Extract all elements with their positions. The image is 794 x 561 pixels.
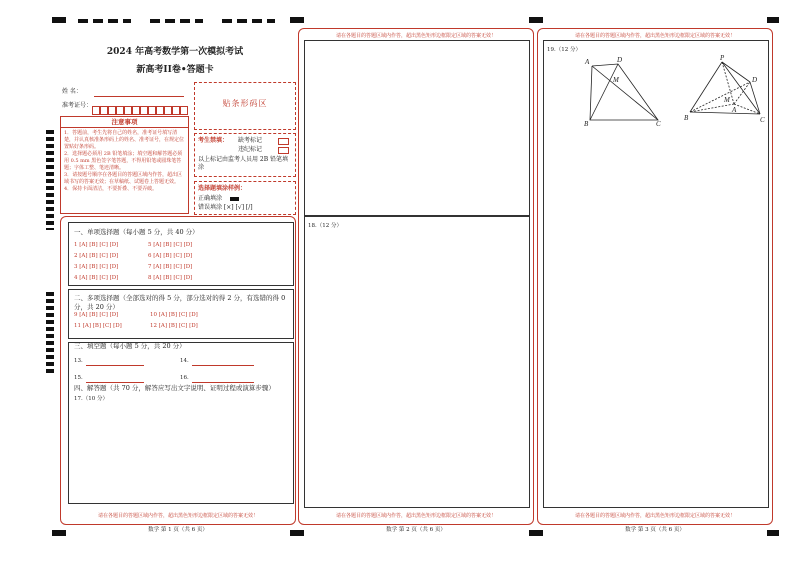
fill-wrong-label: 错误填涂 [×] [√] [/] bbox=[198, 204, 253, 211]
page-number: 数学 第 1 页（共 6 页） bbox=[148, 527, 208, 533]
geometry-figure-quadrilateral bbox=[580, 52, 664, 128]
timing-mark bbox=[180, 19, 190, 23]
card-subtitle: 新高考II卷•答题卡 bbox=[136, 65, 214, 75]
notice-title: 注意事项 bbox=[61, 117, 188, 128]
label-B: B bbox=[684, 114, 689, 122]
label-B: B bbox=[584, 120, 589, 128]
timing-mark bbox=[767, 17, 779, 23]
timing-mark bbox=[52, 17, 66, 23]
answer-row[interactable]: 1 [A] [B] [C] [D] bbox=[74, 242, 119, 248]
exam-status-note: 以上标记由监考人员用 2B 铅笔填涂 bbox=[198, 156, 289, 171]
absent-checkbox[interactable] bbox=[278, 138, 289, 145]
answer-row[interactable]: 7 [A] [B] [C] [D] bbox=[148, 264, 193, 270]
timing-mark bbox=[93, 19, 103, 23]
section2-title: 二、多项选择题（全部选对的得 5 分，部分选对的得 2 分，有选错的得 0 分，共 20 分） bbox=[74, 294, 286, 311]
answer-row[interactable]: 9 [A] [B] [C] [D] bbox=[74, 312, 119, 318]
label-C: C bbox=[656, 120, 661, 128]
violation-checkbox[interactable] bbox=[278, 147, 289, 154]
answer-row[interactable]: 2 [A] [B] [C] [D] bbox=[74, 253, 119, 259]
label-A: A bbox=[585, 58, 590, 66]
section34-box bbox=[68, 342, 294, 504]
timing-mark bbox=[150, 19, 160, 23]
answer-row[interactable]: 10 [A] [B] [C] [D] bbox=[150, 312, 198, 318]
timing-mark bbox=[290, 17, 304, 23]
answer-row[interactable]: 11 [A] [B] [C] [D] bbox=[74, 323, 122, 329]
label-D: D bbox=[752, 76, 758, 84]
id-field[interactable] bbox=[92, 100, 188, 110]
side-timing-marks-top bbox=[46, 130, 54, 230]
answer-row[interactable]: 8 [A] [B] [C] [D] bbox=[148, 275, 193, 281]
section3-title: 三、填空题（每小题 5 分，共 20 分） bbox=[74, 342, 186, 350]
notice-item: 2．选择题必须用 2B 铅笔填涂；填空题和解答题必须用 0.5 mm 黑色签字笔答题，不得用铅笔或圆珠笔答题；字体工整、笔迹清晰。 bbox=[64, 151, 183, 171]
timing-mark bbox=[108, 19, 118, 23]
blank-14-field[interactable] bbox=[192, 365, 254, 366]
violation-label: 违纪标记 bbox=[238, 146, 263, 153]
label-D: D bbox=[617, 56, 623, 64]
warning-text: 请在各题目的答题区域内作答，超出黑色矩形边框限定区域的答案无效！ bbox=[97, 513, 258, 519]
timing-mark bbox=[529, 17, 543, 23]
q17-answer-area[interactable] bbox=[304, 40, 530, 216]
name-label: 姓 名： bbox=[62, 88, 82, 95]
warning-text: 请在各题目的答题区域内作答，超出黑色矩形边框限定区域的答案无效！ bbox=[335, 33, 496, 39]
label-A: A bbox=[732, 106, 737, 114]
blank-16-label: 16. bbox=[180, 375, 189, 381]
answer-row[interactable]: 3 [A] [B] [C] [D] bbox=[74, 264, 119, 270]
exam-status-label: 考生禁填： bbox=[198, 137, 229, 144]
answer-row[interactable]: 4 [A] [B] [C] [D] bbox=[74, 275, 119, 281]
timing-mark bbox=[222, 19, 232, 23]
fill-example-title: 选择题填涂样例： bbox=[198, 185, 247, 192]
warning-text: 请在各题目的答题区域内作答，超出黑色矩形边框限定区域的答案无效！ bbox=[574, 33, 735, 39]
label-P: P bbox=[720, 54, 725, 62]
page-number: 数学 第 2 页（共 6 页） bbox=[386, 527, 446, 533]
label-C: C bbox=[760, 116, 765, 124]
notice-box bbox=[60, 116, 189, 214]
section4-title: 四、解答题（共 70 分，解答应写出文字说明、证明过程或演算步骤） bbox=[74, 384, 275, 392]
timing-mark bbox=[195, 19, 203, 23]
id-label: 准考证号： bbox=[62, 102, 93, 109]
answer-row[interactable]: 6 [A] [B] [C] [D] bbox=[148, 253, 193, 259]
fill-correct-sample bbox=[230, 197, 239, 201]
blank-14-label: 14. bbox=[180, 358, 189, 364]
timing-mark bbox=[165, 19, 175, 23]
warning-text: 请在各题目的答题区域内作答，超出黑色矩形边框限定区域的答案无效！ bbox=[335, 513, 496, 519]
notice-item: 4．保持卡面清洁，不要折叠、不要弄破。 bbox=[64, 186, 158, 192]
name-field[interactable] bbox=[94, 96, 184, 97]
side-timing-marks-bottom bbox=[46, 292, 54, 376]
q18-answer-area[interactable] bbox=[304, 216, 530, 508]
timing-mark bbox=[267, 19, 275, 23]
blank-15-label: 15. bbox=[74, 375, 83, 381]
label-M: M bbox=[613, 76, 619, 84]
answer-row[interactable]: 5 [A] [B] [C] [D] bbox=[148, 242, 193, 248]
timing-mark bbox=[78, 19, 88, 23]
fill-correct-label: 正确填涂 bbox=[198, 195, 223, 202]
q17-label: 17.（10 分） bbox=[74, 396, 108, 402]
answer-row[interactable]: 12 [A] [B] [C] [D] bbox=[150, 323, 198, 329]
warning-text: 请在各题目的答题区域内作答，超出黑色矩形边框限定区域的答案无效！ bbox=[574, 513, 735, 519]
q19-label: 19.（12 分） bbox=[547, 47, 581, 53]
blank-13-field[interactable] bbox=[86, 365, 144, 366]
section1-title: 一、单项选择题（每小题 5 分，共 40 分） bbox=[74, 228, 199, 236]
notice-item: 3．请按题号顺序在各题目的答题区域内作答，超出区域书写的答案无效；在草稿纸、试题卷上答题无效。 bbox=[64, 172, 183, 185]
q18-label: 18.（12 分） bbox=[308, 223, 342, 229]
notice-item: 1．答题前，考生先将自己的姓名，准考证号填写清楚，并认真核准条形码上的姓名、准考证号，在规定位置贴好条形码。 bbox=[64, 130, 185, 150]
page-number: 数学 第 3 页（共 6 页） bbox=[625, 527, 685, 533]
exam-title: 2024 年高考数学第一次模拟考试 bbox=[106, 47, 244, 57]
timing-mark bbox=[237, 19, 247, 23]
timing-mark bbox=[252, 19, 262, 23]
blank-13-label: 13. bbox=[74, 358, 83, 364]
absent-label: 缺考标记 bbox=[238, 137, 263, 144]
geometry-figure-pyramid bbox=[682, 52, 770, 128]
label-M: M bbox=[724, 96, 730, 104]
barcode-label: 贴条形码区 bbox=[222, 99, 268, 108]
timing-mark bbox=[123, 19, 131, 23]
